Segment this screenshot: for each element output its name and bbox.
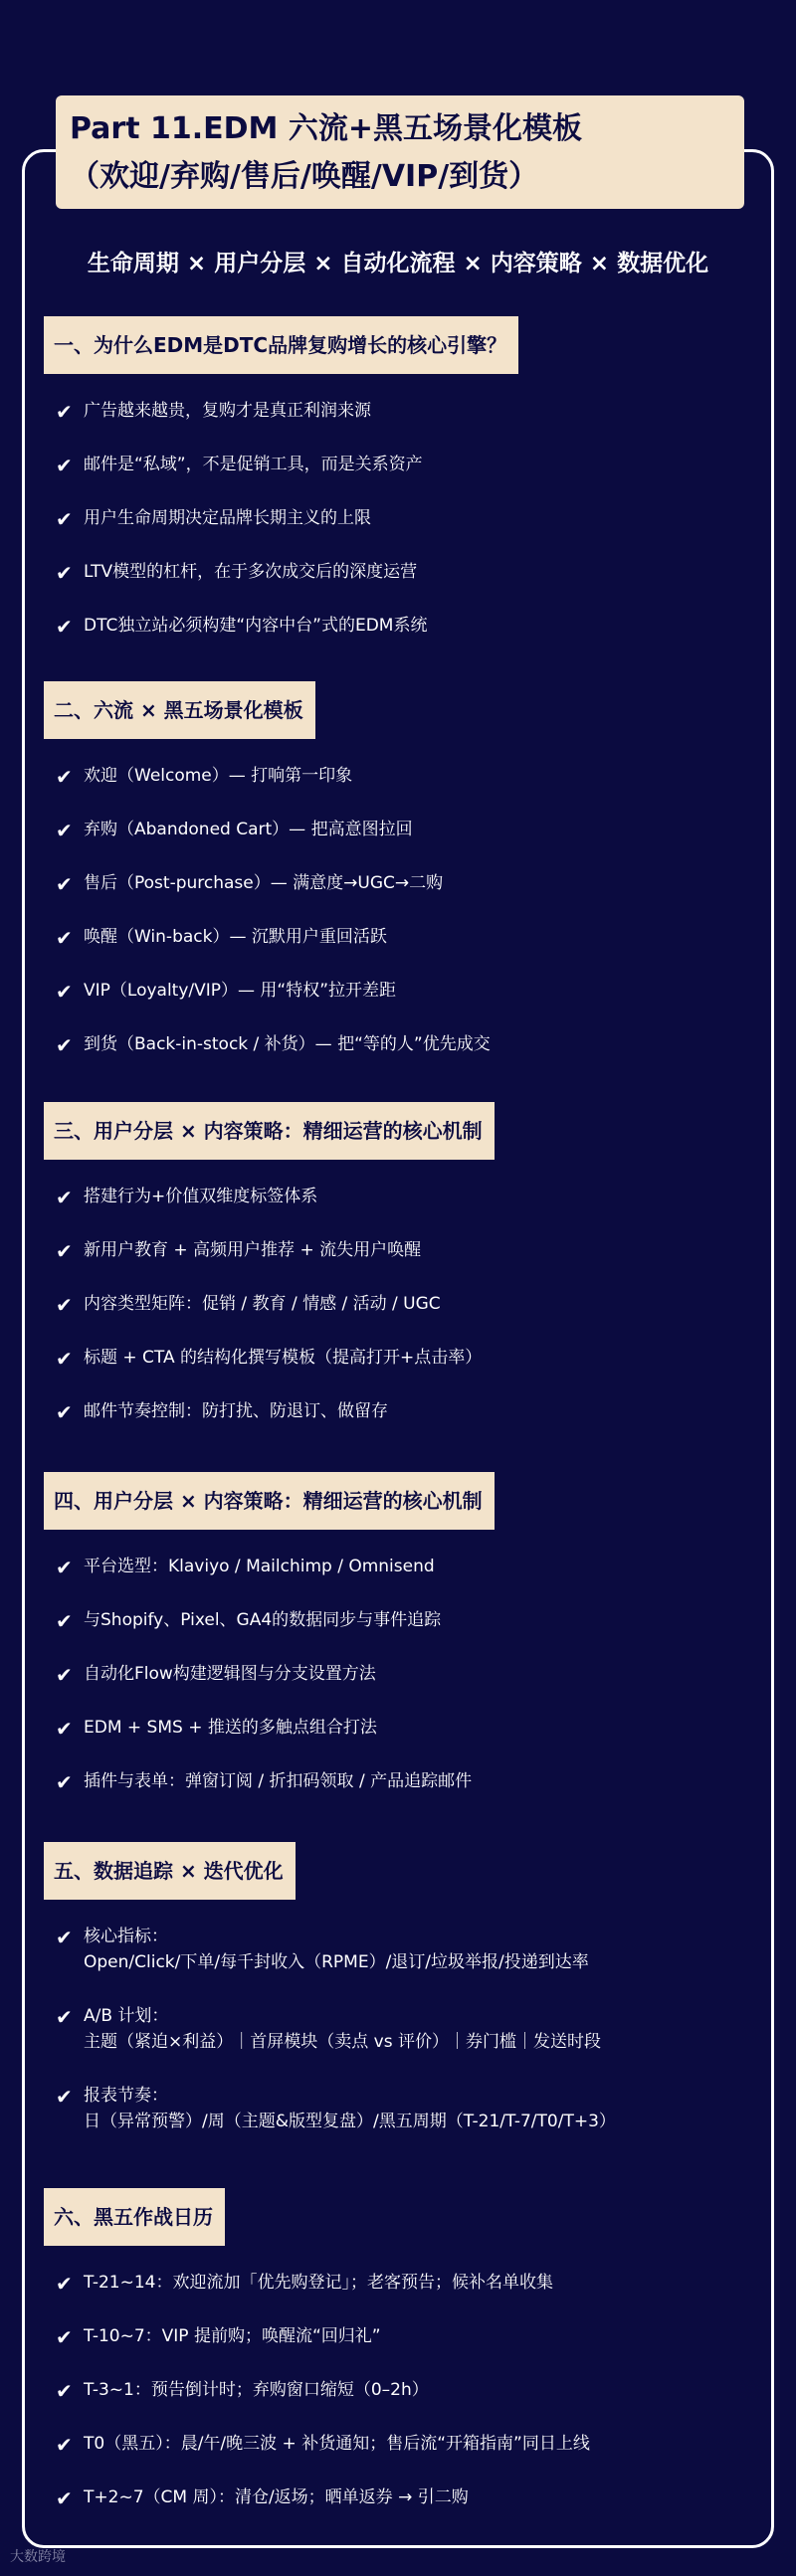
check-icon: ✔ [56,872,73,896]
check-icon: ✔ [56,1186,73,1209]
title-line-2: （欢迎/弃购/售后/唤醒/VIP/到货） [70,159,539,194]
title-line-1: Part 11.EDM 六流+黑五场景化模板 [70,111,582,146]
list-item: ✔ 弃购（Abandoned Cart）— 把高意图拉回 [56,819,413,842]
subheading: 生命周期 × 用户分层 × 自动化流程 × 内容策略 × 数据优化 [87,251,709,276]
check-icon: ✔ [56,400,73,424]
list-item: ✔ 平台选型：Klaviyo / Mailchimp / Omnisend [56,1556,435,1579]
check-icon: ✔ [56,2433,73,2457]
list-item: ✔ T-21~14：欢迎流加「优先购登记」；老客预告；候补名单收集 [56,2272,553,2296]
check-icon: ✔ [56,1556,73,1579]
check-icon: ✔ [56,2325,73,2349]
list-item: ✔ DTC独立站必须构建“内容中台”式的EDM系统 [56,615,428,639]
list-item: ✔ LTV模型的杠杆，在于多次成交后的深度运营 [56,561,418,585]
list-item: ✔ T-10~7：VIP 提前购；唤醒流“回归礼” [56,2325,381,2349]
check-icon: ✔ [56,1347,73,1371]
check-icon: ✔ [56,2379,73,2403]
section-2 [44,681,760,1085]
section-title: 五、数据追踪 × 迭代优化 [44,1842,296,1900]
section-5 [44,1842,760,2162]
list-item [44,2003,760,2055]
list-item: ✔ 与Shopify、Pixel、GA4的数据同步与事件追踪 [56,1609,442,1633]
section-title: 六、黑五作战日历 [44,2188,225,2246]
check-icon: ✔ [56,765,73,789]
check-icon: ✔ [56,507,73,531]
list-item: ✔ T+2~7（CM 周）：清仓/返场；晒单返券 → 引二购 [56,2486,469,2510]
check-icon: ✔ [56,926,73,950]
check-icon: ✔ [56,1033,73,1057]
check-icon: ✔ [56,1400,73,1424]
list-item: ✔ 标题 + CTA 的结构化撰写模板（提高打开+点击率） [56,1347,483,1371]
section-title: 四、用户分层 × 内容策略：精细运营的核心机制 [44,1472,495,1530]
check-icon: ✔ [56,2486,73,2510]
item-list [44,398,760,639]
check-icon: ✔ [56,980,73,1004]
section-6 [44,2188,760,2538]
list-item: ✔ 自动化Flow构建逻辑图与分支设置方法 [56,1663,376,1687]
list-item: ✔ 邮件是“私域”，不是促销工具，而是关系资产 [56,454,423,477]
check-icon: ✔ [56,561,73,585]
item-label: 报表节奏： [84,2086,168,2106]
item-detail: 日（异常预警）/周（主题&版型复盘）/黑五周期（T-21/T-7/T0/T+3） [84,2112,616,2131]
check-icon: ✔ [56,454,73,477]
item-label: 核心指标： [84,1927,168,1946]
item-detail: Open/Click/下单/每千封收入（RPME）/退订/垃圾举报/投递到达率 [84,1952,589,1972]
item-label: A/B 计划： [84,2006,169,2026]
list-item: ✔ 到货（Back-in-stock / 补货）— 把“等的人”优先成交 [56,1033,491,1057]
check-icon: ✔ [56,1770,73,1794]
list-item: ✔ 新用户教育 + 高频用户推荐 + 流失用户唤醒 [56,1239,422,1263]
check-icon: ✔ [56,2272,73,2296]
item-list [44,1184,760,1424]
list-item: ✔ 插件与表单：弹窗订阅 / 折扣码领取 / 产品追踪邮件 [56,1770,473,1794]
list-item: ✔ T-3~1：预告倒计时；弃购窗口缩短（0–2h） [56,2379,429,2403]
section-title: 二、六流 × 黑五场景化模板 [44,681,315,739]
check-icon: ✔ [56,1239,73,1263]
list-item: ✔ T0（黑五）：晨/午/晚三波 + 补货通知；售后流“开箱指南”同日上线 [56,2433,590,2457]
item-list [44,1554,760,1794]
footer-logo: 大数跨境 [10,2549,66,2565]
list-item: ✔ 售后（Post-purchase）— 满意度→UGC→二购 [56,872,444,896]
check-icon: ✔ [56,2085,73,2109]
section-title: 三、用户分层 × 内容策略：精细运营的核心机制 [44,1102,495,1160]
list-item [44,2083,760,2134]
page-title [56,95,744,209]
check-icon: ✔ [56,1293,73,1317]
list-item: ✔ 邮件节奏控制：防打扰、防退订、做留存 [56,1400,388,1424]
check-icon: ✔ [56,1663,73,1687]
list-item: ✔ 内容类型矩阵：促销 / 教育 / 情感 / 活动 / UGC [56,1293,441,1317]
list-item: ✔ 广告越来越贵，复购才是真正利润来源 [56,400,371,424]
check-icon: ✔ [56,1609,73,1633]
item-list [44,2270,760,2510]
item-list [44,1924,760,2134]
check-icon: ✔ [56,615,73,639]
list-item: ✔ 欢迎（Welcome）— 打响第一印象 [56,765,353,789]
list-item: ✔ 用户生命周期决定品牌长期主义的上限 [56,507,371,531]
item-list [44,763,760,1057]
list-item: ✔ 唤醒（Win-back）— 沉默用户重回活跃 [56,926,387,950]
item-detail: 主题（紧迫×利益）｜首屏模块（卖点 vs 评价）｜券门槛｜发送时段 [84,2032,601,2052]
section-title: 一、为什么EDM是DTC品牌复购增长的核心引擎？ [44,316,518,374]
section-3 [44,1102,760,1452]
section-4 [44,1472,760,1822]
check-icon: ✔ [56,1717,73,1741]
list-item [44,1924,760,1975]
section-1 [44,316,760,666]
list-item: ✔ EDM + SMS + 推送的多触点组合打法 [56,1717,377,1741]
list-item: ✔ 搭建行为+价值双维度标签体系 [56,1186,318,1209]
check-icon: ✔ [56,1926,73,1949]
check-icon: ✔ [56,2005,73,2029]
check-icon: ✔ [56,819,73,842]
list-item: ✔ VIP（Loyalty/VIP）— 用“特权”拉开差距 [56,980,397,1004]
